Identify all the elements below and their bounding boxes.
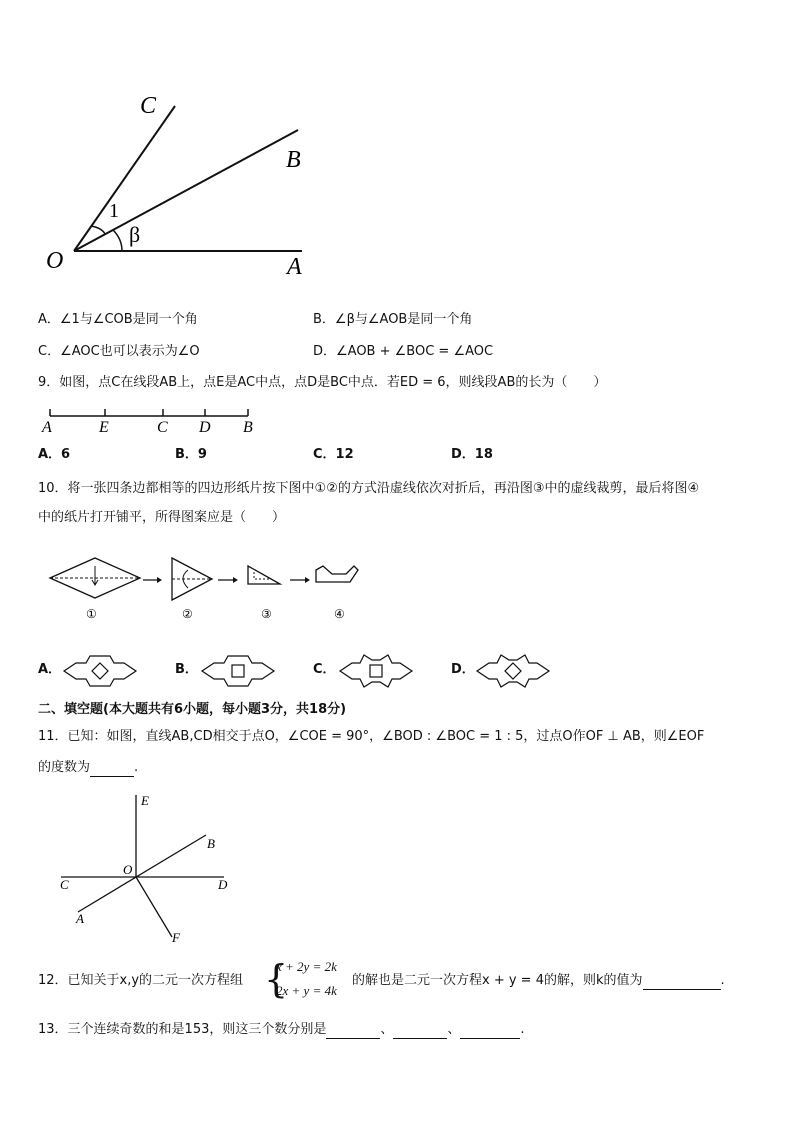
q12-eq2: 2x + y = 4k (276, 983, 337, 998)
q13-sep-2: 、 (447, 1022, 461, 1037)
fig11-label-b: B (207, 836, 215, 851)
q9-option-d: D．18 (451, 447, 493, 462)
q11-line1: 11．已知：如图，直线AB,CD相交于点O，∠COE = 90°，∠BOD : ∠BOC = 1 : 5，过点O作OF ⊥ AB，则∠EOF (38, 729, 705, 744)
q8-option-a: A．∠1与∠COB是同一个角 (38, 312, 198, 327)
arrowhead-2-3 (233, 577, 238, 583)
q9-option-b: B．9 (175, 447, 207, 462)
q10-pattern-d (473, 652, 553, 690)
fig11-label-d: D (218, 877, 228, 892)
q13-sep-1: 、 (380, 1022, 394, 1037)
seg-label-c: C (157, 419, 168, 436)
q9-stem: 9．如图，点C在线段AB上，点E是AC中点，点D是BC中点．若ED = 6，则线段AB的长为（ ） (38, 375, 607, 390)
q13-blank-2[interactable] (393, 1024, 447, 1039)
q12-post (352, 972, 725, 990)
q8-option-d: D．∠AOB + ∠BOC = ∠AOC (313, 344, 494, 359)
q13-blank-1[interactable] (326, 1024, 380, 1039)
q8-option-c: C．∠AOC也可以表示为∠O (38, 344, 200, 359)
q10-line1: 10．将一张四条边都相等的四边形纸片按下图中①②的方式沿虚线依次对折后，再沿图③中的虚线裁剪，最后将图④ (38, 481, 700, 496)
step-label-1: ① (86, 607, 97, 621)
line-ab (78, 835, 206, 912)
fold-steps-figure (40, 552, 370, 624)
q12-eq1: x + 2y = 2k (276, 959, 337, 974)
q8-option-b: B．∠β与∠AOB是同一个角 (313, 312, 473, 327)
seg-label-a: A (42, 419, 52, 436)
arrowhead-1-2 (157, 577, 162, 583)
label-c: C (140, 93, 157, 119)
seg-label-e: E (99, 419, 109, 436)
line-of (136, 877, 172, 937)
angle-arc-beta (113, 230, 122, 251)
label-a: A (287, 254, 302, 280)
q12-pre: 12．已知关于x,y的二元一次方程组 (38, 973, 244, 988)
q13-text: 13．三个连续奇数的和是153，则这三个数分别是 (38, 1022, 327, 1037)
q10-line2: 中的纸片打开铺平，所得图案应是（ ） (38, 510, 286, 525)
q12-answer-blank[interactable] (643, 975, 721, 990)
q11-line2-end: . (134, 760, 139, 775)
q10-option-a: A． (38, 662, 62, 677)
q12-post-text: 的解也是二元一次方程x + y = 4的解，则k的值为 (352, 973, 643, 988)
q9-option-a: A．6 (38, 447, 71, 462)
label-1: 1 (109, 200, 119, 222)
step4-shape (316, 566, 358, 582)
q10-option-d: D． (451, 662, 475, 677)
step3-triangle (248, 566, 280, 584)
intersecting-lines-figure (56, 790, 246, 950)
q13-end: . (520, 1022, 525, 1037)
seg-label-b: B (243, 419, 253, 436)
q13-blank-3[interactable] (460, 1024, 520, 1039)
q9-option-c: C．12 (313, 447, 354, 462)
fig11-label-a: A (76, 911, 84, 926)
fig11-label-e: E (141, 793, 149, 808)
q10-c-center-square (370, 665, 382, 677)
q13-line (38, 1021, 525, 1039)
q11-line2-text: 的度数为 (38, 760, 91, 775)
q11-answer-blank[interactable] (90, 762, 134, 777)
q10-pattern-b (198, 652, 278, 690)
arrowhead-3-4 (305, 577, 310, 583)
q10-a-center-diamond (92, 663, 108, 679)
label-o: O (46, 248, 64, 274)
q11-line2 (38, 759, 138, 777)
ray-oc (74, 106, 175, 251)
step-label-3: ③ (261, 607, 272, 621)
ray-ob (74, 130, 298, 251)
fig11-label-c: C (60, 877, 69, 892)
section-2-heading: 二、填空题(本大题共有6小题，每小题3分，共18分) (38, 702, 347, 717)
q10-option-b: B． (175, 662, 198, 677)
q12-brace: { (264, 957, 289, 1001)
q10-option-c: C． (313, 662, 336, 677)
step-label-4: ④ (334, 607, 345, 621)
seg-label-d: D (199, 419, 211, 436)
fig11-label-o: O (123, 862, 133, 877)
step-label-2: ② (182, 607, 193, 621)
angle-arc-1 (91, 226, 105, 234)
q12-end: . (720, 973, 725, 988)
q10-b-center-square (232, 665, 244, 677)
label-beta: β (129, 222, 141, 247)
label-b: B (286, 147, 301, 173)
segment-figure (38, 400, 268, 438)
q10-d-center-diamond (505, 663, 521, 679)
q10-pattern-c (336, 652, 416, 690)
fig11-label-f: F (172, 930, 180, 945)
q10-pattern-a (60, 652, 140, 690)
angle-figure (40, 85, 320, 285)
